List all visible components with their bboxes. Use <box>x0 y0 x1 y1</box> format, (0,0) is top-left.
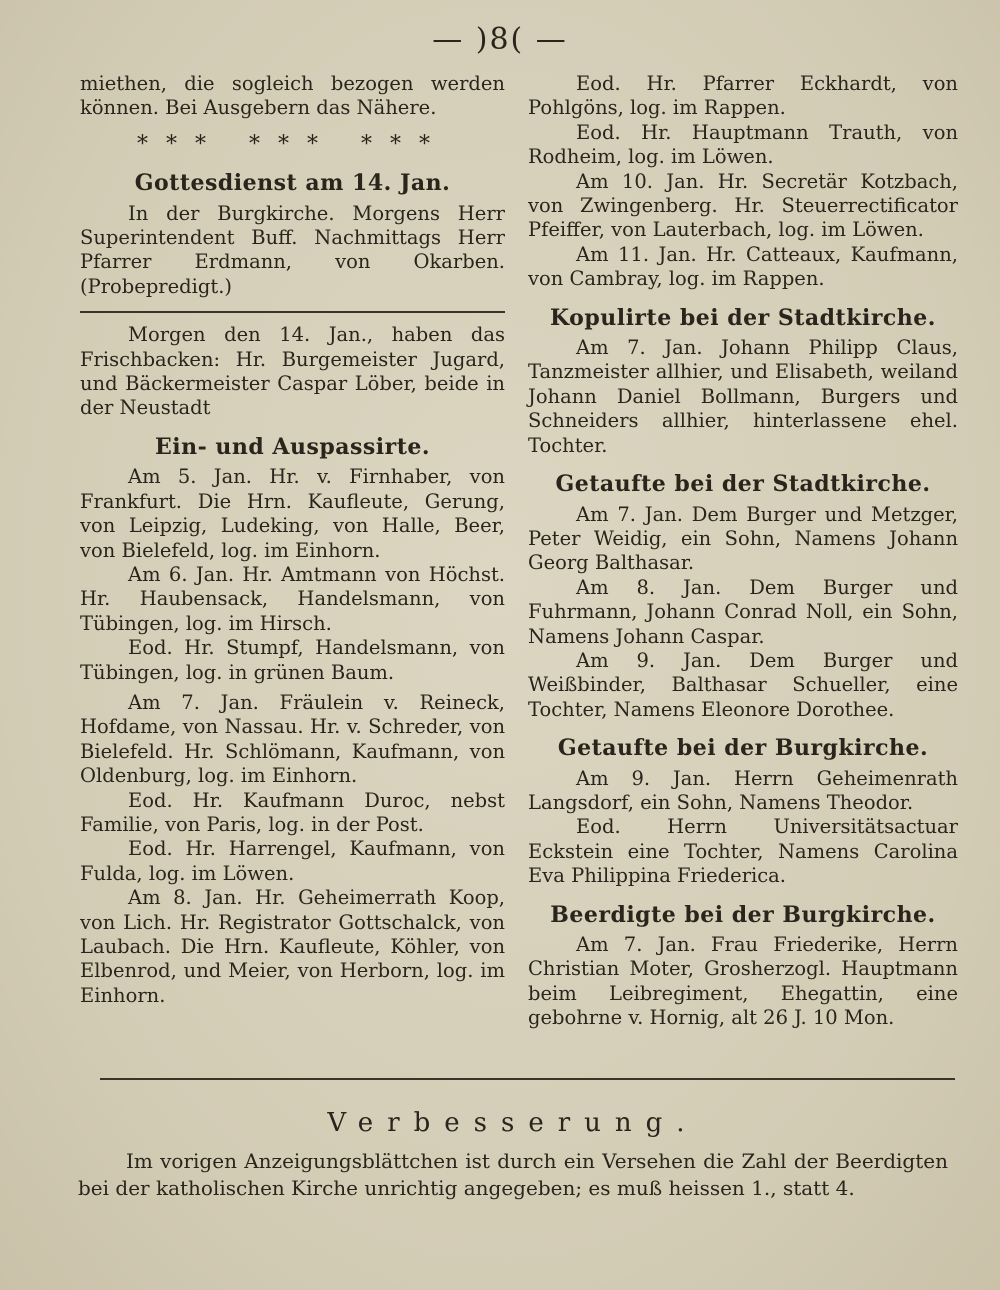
divider-rule <box>80 311 505 313</box>
heading-baptized-stadt: Getaufte bei der Stadtkirche. <box>555 471 931 498</box>
baking-text: Morgen den 14. Jan., haben das Frischbacken: Hr. Burgemeister Jugard, und Bäckermeister Caspar Löber, beide in der Neustadt <box>80 323 505 420</box>
stars-divider: *** *** *** <box>137 131 448 157</box>
heading-baptized-burg: Getaufte bei der Burgkirche. <box>557 735 929 762</box>
bottom-rule <box>100 1078 955 1080</box>
traveller-entry: Am 6. Jan. Hr. Amtmann von Höchst. Hr. Haubensack, Handelsmann, von Tübingen, log. im Hirsch. <box>80 562 505 635</box>
heading-married: Kopulirte bei der Stadtkirche. <box>550 304 936 331</box>
baptism-entry: Am 8. Jan. Dem Burger und Fuhrmann, Johann Conrad Noll, ein Sohn, Namens Johann Caspar. <box>528 575 958 648</box>
heading-service: Gottesdienst am 14. Jan. <box>134 170 451 197</box>
baptism-entry: Eod. Herrn Universitätsactuar Eckstein eine Tochter, Namens Carolina Eva Philippina Friederica. <box>528 815 958 888</box>
correction-title: Verbesserung. <box>327 1108 699 1138</box>
heading-buried: Beerdigte bei der Burgkirche. <box>550 901 936 928</box>
correction-text: Im vorigen Anzeigungsblättchen ist durch ein Versehen die Zahl der Beerdigten bei der katholischen Kirche unrichtig angegeben; es muß heissen 1., statt 4. <box>78 1149 948 1200</box>
burial-entry: Am 7. Jan. Frau Friederike, Herrn Christian Moter, Grosherzogl. Hauptmann beim Leibregiment, Ehegattin, eine gebohrne v. Hornig, alt 26 J. 10 Mon. <box>528 933 958 1030</box>
service-text: In der Burgkirche. Morgens Herr Superintendent Buff. Nachmittags Herr Pfarrer Erdmann, von Okarben. (Probepredigt.) <box>80 201 505 298</box>
traveller-entry: Eod. Hr. Stumpf, Handelsmann, von Tübingen, log. in grünen Baum. <box>80 636 505 684</box>
traveller-entry: Eod. Hr. Harrengel, Kaufmann, von Fulda, log. im Löwen. <box>80 837 505 885</box>
left-column <box>80 72 505 1008</box>
baptism-entry: Am 9. Jan. Herrn Geheimenrath Langsdorf, ein Sohn, Namens Theodor. <box>528 766 958 814</box>
page-number: — )8( — <box>432 22 568 57</box>
opening-text: miethen, die sogleich bezogen werden können. Bei Ausgebern das Nähere. <box>80 72 505 120</box>
heading-travellers: Ein- und Auspassirte. <box>154 433 431 460</box>
traveller-entry: Am 8. Jan. Hr. Geheimerrath Koop, von Lich. Hr. Registrator Gottschalck, von Laubach. Die Hrn. Kaufleute, Köhler, von Elbenrod, und Meier, von Herborn, log. im Einhorn. <box>80 886 505 1007</box>
traveller-entry: Am 7. Jan. Fräulein v. Reineck, Hofdame, von Nassau. Hr. v. Schreder, von Bielefeld. Hr. Schlömann, Kaufmann, von Oldenburg, log. im Einhorn. <box>80 690 505 788</box>
correction-section <box>78 1108 948 1202</box>
traveller-entry: Eod. Hr. Pfarrer Eckhardt, von Pohlgöns, log. im Rappen. <box>528 72 958 120</box>
traveller-entry: Am 5. Jan. Hr. v. Firnhaber, von Frankfurt. Die Hrn. Kaufleute, Gerung, von Leipzig, Ludeking, von Halle, Beer, von Bielefeld, log. im Einhorn. <box>80 465 505 562</box>
baptism-entry: Am 9. Jan. Dem Burger und Weißbinder, Balthasar Schueller, eine Tochter, Namens Eleonore Dorothee. <box>528 648 958 721</box>
traveller-entry: Am 10. Jan. Hr. Secretär Kotzbach, von Zwingenberg. Hr. Steuerrectificator Pfeiffer, von Lauterbach, log. im Löwen. <box>528 169 958 242</box>
traveller-entry: Eod. Hr. Hauptmann Trauth, von Rodheim, log. im Löwen. <box>528 120 958 169</box>
baptism-entry: Am 7. Jan. Dem Burger und Metzger, Peter Weidig, ein Sohn, Namens Johann Georg Balthasar. <box>528 502 958 575</box>
traveller-entry: Eod. Hr. Kaufmann Duroc, nebst Familie, von Paris, log. in der Post. <box>80 788 505 836</box>
right-column <box>528 72 958 1031</box>
married-text: Am 7. Jan. Johann Philipp Claus, Tanzmeister allhier, und Elisabeth, weiland Johann Daniel Bollmann, Burgers und Schneiders allhier, hinterlassene ehel. Tochter. <box>528 336 958 457</box>
traveller-entry: Am 11. Jan. Hr. Catteaux, Kaufmann, von Cambray, log. im Rappen. <box>528 242 958 291</box>
